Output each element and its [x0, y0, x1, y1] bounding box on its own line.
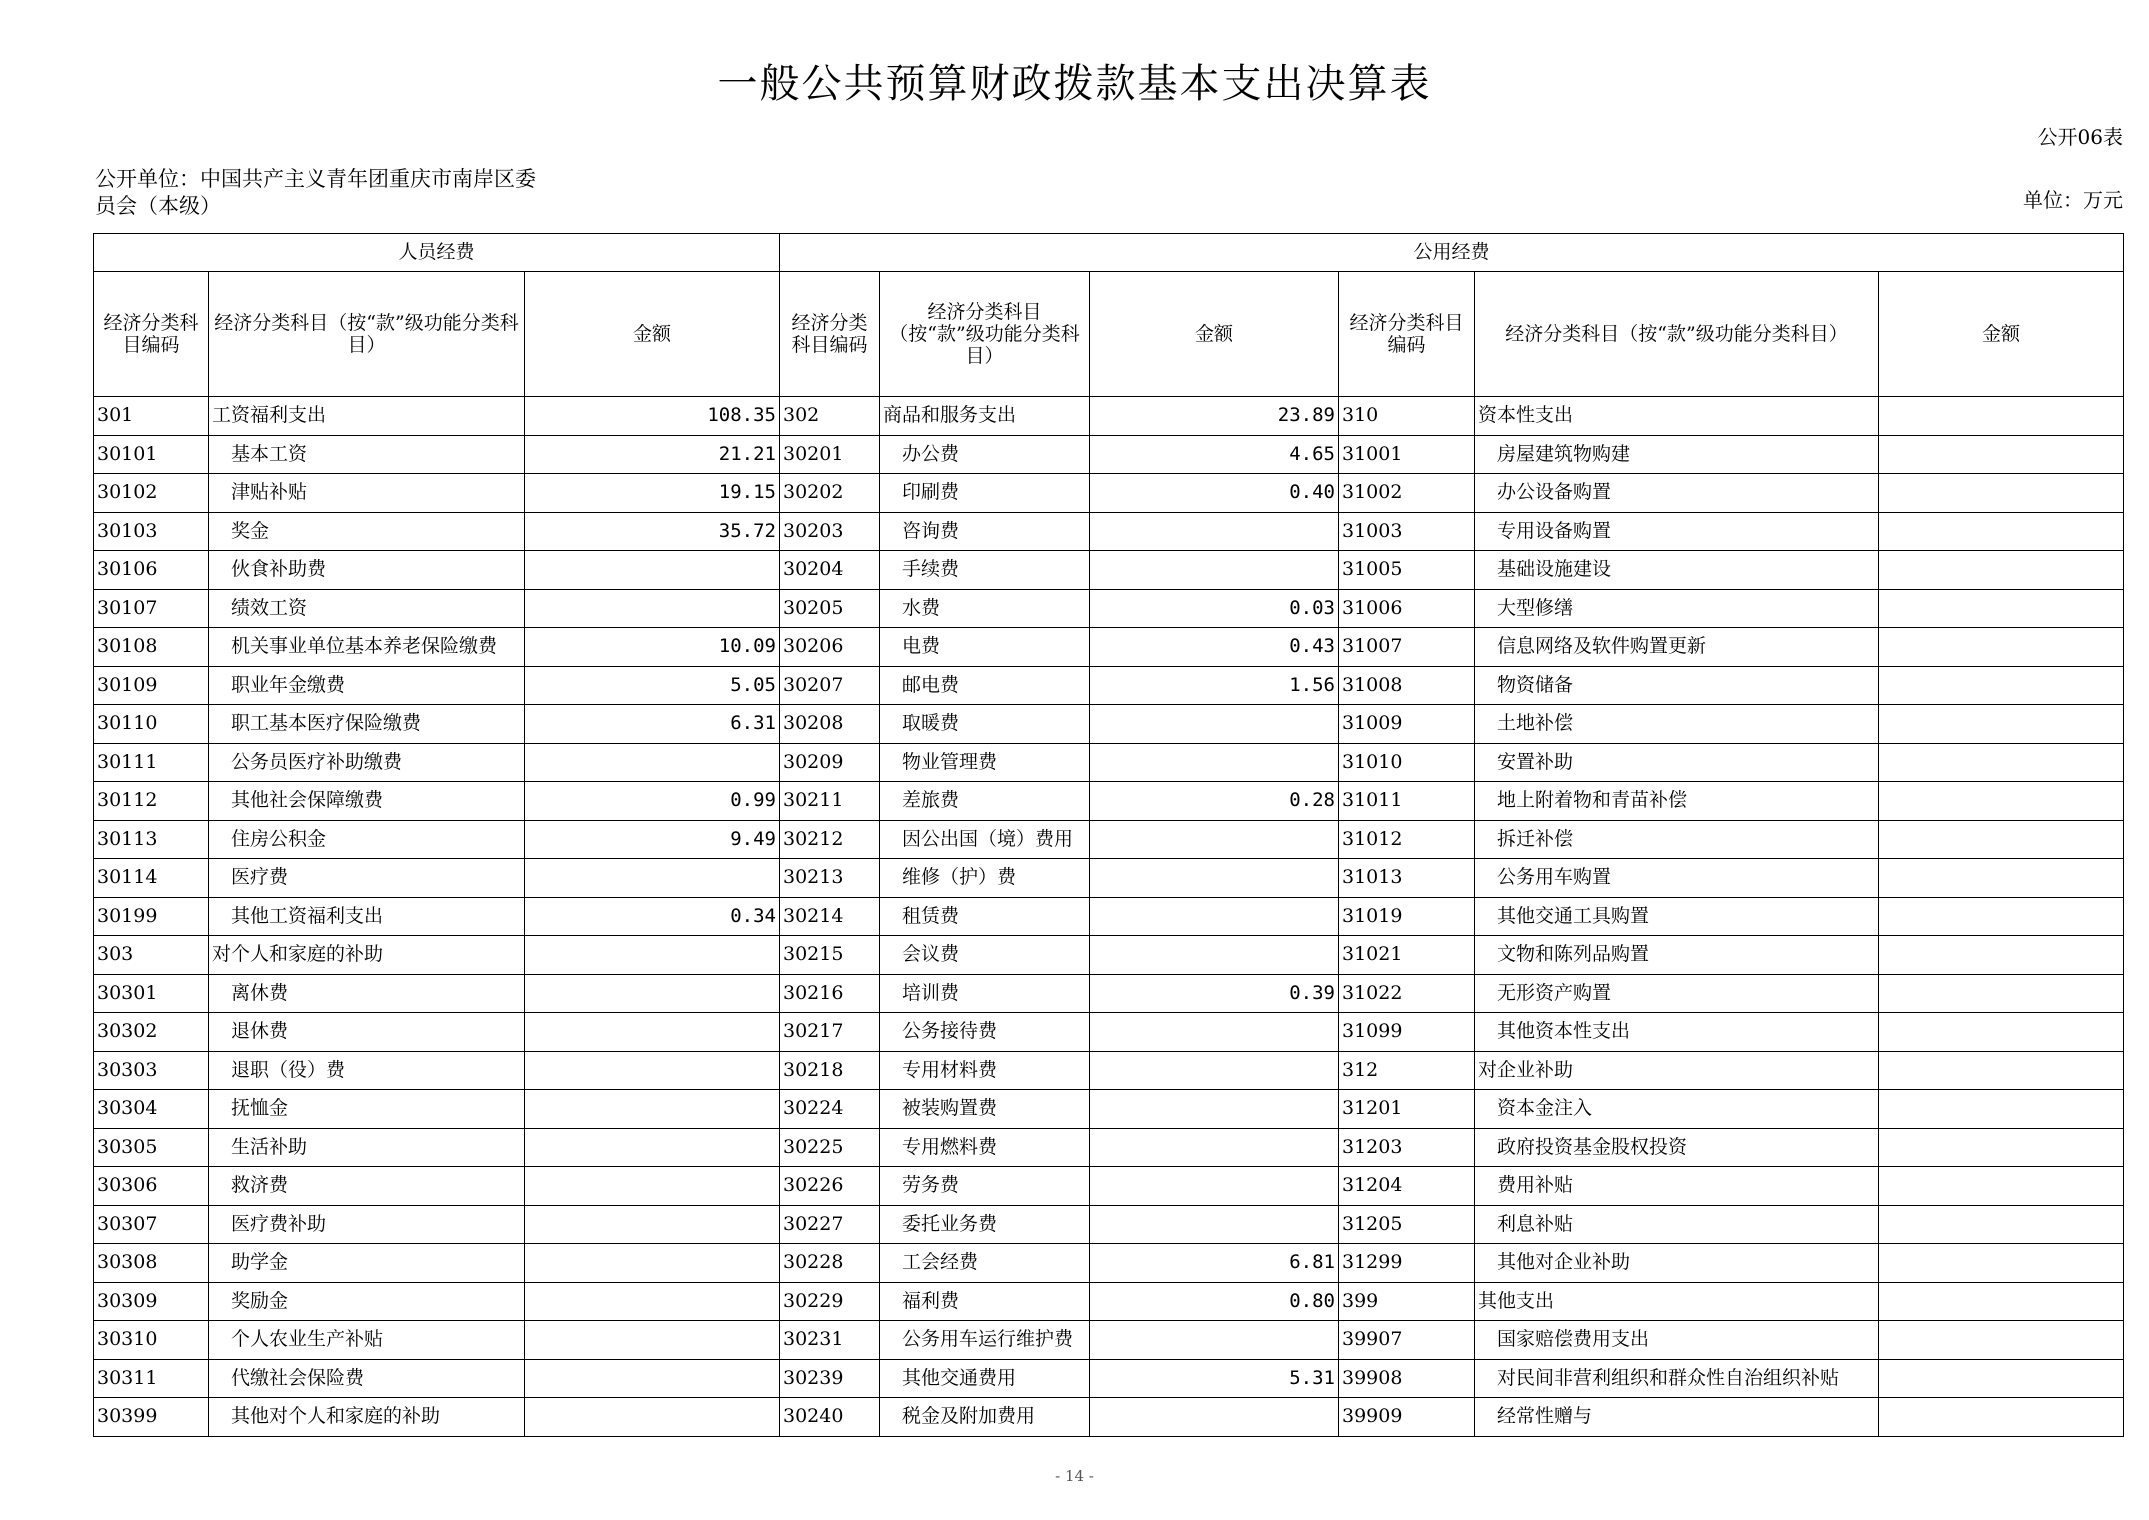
name-cell: 办公设备购置 [1475, 474, 1879, 513]
table-row [94, 589, 2124, 628]
code-cell: 30217 [780, 1013, 880, 1052]
name-cell: 其他支出 [1475, 1282, 1879, 1321]
amount-cell [1090, 1090, 1339, 1129]
name-cell: 津贴补贴 [209, 474, 525, 513]
name-cell: 税金及附加费用 [880, 1398, 1090, 1437]
name-cell: 奖励金 [209, 1282, 525, 1321]
amount-cell [525, 1359, 780, 1398]
code-cell: 31011 [1339, 782, 1475, 821]
table-row [94, 820, 2124, 859]
amount-cell [525, 589, 780, 628]
name-cell: 福利费 [880, 1282, 1090, 1321]
table-row [94, 666, 2124, 705]
amount-cell [525, 1244, 780, 1283]
name-cell: 拆迁补偿 [1475, 820, 1879, 859]
amount-cell: 0.34 [525, 897, 780, 936]
amount-cell: 10.09 [525, 628, 780, 667]
amount-cell [525, 743, 780, 782]
column-header-row [94, 272, 2124, 397]
code-cell: 30214 [780, 897, 880, 936]
code-cell: 30111 [94, 743, 209, 782]
amount-cell: 0.39 [1090, 974, 1339, 1013]
code-cell: 30228 [780, 1244, 880, 1283]
name-cell: 其他对企业补助 [1475, 1244, 1879, 1283]
name-cell: 其他工资福利支出 [209, 897, 525, 936]
amount-cell [1879, 1282, 2124, 1321]
table-row [94, 1051, 2124, 1090]
header-amount-3: 金额 [1879, 272, 2124, 397]
name-cell: 会议费 [880, 936, 1090, 975]
amount-cell [1879, 1128, 2124, 1167]
code-cell: 30215 [780, 936, 880, 975]
amount-cell [525, 1282, 780, 1321]
code-cell: 30112 [94, 782, 209, 821]
name-cell: 其他交通工具购置 [1475, 897, 1879, 936]
name-cell: 退休费 [209, 1013, 525, 1052]
amount-cell [1879, 474, 2124, 513]
name-cell: 公务接待费 [880, 1013, 1090, 1052]
code-cell: 302 [780, 397, 880, 436]
code-cell: 31001 [1339, 435, 1475, 474]
amount-cell [1879, 1013, 2124, 1052]
amount-cell [1879, 397, 2124, 436]
name-cell: 邮电费 [880, 666, 1090, 705]
amount-cell [525, 859, 780, 898]
code-cell: 31005 [1339, 551, 1475, 590]
code-cell: 303 [94, 936, 209, 975]
name-cell: 基本工资 [209, 435, 525, 474]
amount-cell [1090, 1013, 1339, 1052]
code-cell: 30211 [780, 782, 880, 821]
table-row [94, 551, 2124, 590]
name-cell: 咨询费 [880, 512, 1090, 551]
code-cell: 30216 [780, 974, 880, 1013]
name-cell: 大型修缮 [1475, 589, 1879, 628]
table-row [94, 397, 2124, 436]
group-personnel: 人员经费 [94, 234, 780, 272]
code-cell: 30303 [94, 1051, 209, 1090]
name-cell: 其他资本性支出 [1475, 1013, 1879, 1052]
code-cell: 31002 [1339, 474, 1475, 513]
code-cell: 30224 [780, 1090, 880, 1129]
table-row [94, 743, 2124, 782]
code-cell: 31205 [1339, 1205, 1475, 1244]
amount-cell [1090, 1051, 1339, 1090]
amount-cell [1879, 1167, 2124, 1206]
table-row [94, 474, 2124, 513]
table-row [94, 1090, 2124, 1129]
amount-cell: 21.21 [525, 435, 780, 474]
name-cell: 公务用车运行维护费 [880, 1321, 1090, 1360]
amount-cell [1879, 589, 2124, 628]
name-cell: 救济费 [209, 1167, 525, 1206]
name-cell: 国家赔偿费用支出 [1475, 1321, 1879, 1360]
name-cell: 专用燃料费 [880, 1128, 1090, 1167]
code-cell: 30218 [780, 1051, 880, 1090]
code-cell: 30311 [94, 1359, 209, 1398]
amount-cell [1090, 1398, 1339, 1437]
amount-cell [525, 1321, 780, 1360]
name-cell: 奖金 [209, 512, 525, 551]
name-cell: 租赁费 [880, 897, 1090, 936]
code-cell: 31003 [1339, 512, 1475, 551]
amount-cell [525, 1128, 780, 1167]
code-cell: 30202 [780, 474, 880, 513]
code-cell: 31201 [1339, 1090, 1475, 1129]
name-cell: 生活补助 [209, 1128, 525, 1167]
amount-cell: 0.99 [525, 782, 780, 821]
name-cell: 经常性赠与 [1475, 1398, 1879, 1437]
amount-cell: 0.28 [1090, 782, 1339, 821]
amount-cell: 35.72 [525, 512, 780, 551]
code-cell: 30309 [94, 1282, 209, 1321]
name-cell: 房屋建筑物购建 [1475, 435, 1879, 474]
amount-cell [1879, 936, 2124, 975]
name-cell: 培训费 [880, 974, 1090, 1013]
header-name-1: 经济分类科目（按“款”级功能分类科目） [209, 272, 525, 397]
name-cell: 职工基本医疗保险缴费 [209, 705, 525, 744]
code-cell: 30109 [94, 666, 209, 705]
name-cell: 电费 [880, 628, 1090, 667]
code-cell: 30209 [780, 743, 880, 782]
code-cell: 30208 [780, 705, 880, 744]
name-cell: 地上附着物和青苗补偿 [1475, 782, 1879, 821]
amount-cell [1879, 820, 2124, 859]
amount-cell [1090, 705, 1339, 744]
table-row [94, 1282, 2124, 1321]
code-cell: 30106 [94, 551, 209, 590]
amount-cell [1879, 743, 2124, 782]
amount-cell: 0.03 [1090, 589, 1339, 628]
name-cell: 安置补助 [1475, 743, 1879, 782]
amount-cell [1879, 1205, 2124, 1244]
name-cell: 资本金注入 [1475, 1090, 1879, 1129]
code-cell: 30308 [94, 1244, 209, 1283]
code-cell: 31007 [1339, 628, 1475, 667]
amount-cell [1879, 1090, 2124, 1129]
amount-cell [1879, 1359, 2124, 1398]
code-cell: 31019 [1339, 897, 1475, 936]
amount-cell: 19.15 [525, 474, 780, 513]
table-row [94, 1244, 2124, 1283]
name-cell: 基础设施建设 [1475, 551, 1879, 590]
code-cell: 30225 [780, 1128, 880, 1167]
name-cell: 职业年金缴费 [209, 666, 525, 705]
code-cell: 30204 [780, 551, 880, 590]
code-cell: 30302 [94, 1013, 209, 1052]
code-cell: 30229 [780, 1282, 880, 1321]
table-row [94, 628, 2124, 667]
currency-unit: 单位：万元 [2023, 188, 2123, 212]
header-name-3: 经济分类科目（按“款”级功能分类科目） [1475, 272, 1879, 397]
code-cell: 31299 [1339, 1244, 1475, 1283]
code-cell: 30240 [780, 1398, 880, 1437]
code-cell: 30304 [94, 1090, 209, 1129]
name-cell: 对企业补助 [1475, 1051, 1879, 1090]
name-cell: 工资福利支出 [209, 397, 525, 436]
name-cell: 代缴社会保险费 [209, 1359, 525, 1398]
code-cell: 30301 [94, 974, 209, 1013]
amount-cell [525, 1167, 780, 1206]
amount-cell [1879, 859, 2124, 898]
amount-cell [1090, 1128, 1339, 1167]
code-cell: 30114 [94, 859, 209, 898]
table-body [94, 397, 2124, 1437]
name-cell: 手续费 [880, 551, 1090, 590]
code-cell: 31021 [1339, 936, 1475, 975]
table-number: 公开06表 [2037, 125, 2123, 149]
code-cell: 30305 [94, 1128, 209, 1167]
header-amount-2: 金额 [1090, 272, 1339, 397]
code-cell: 30110 [94, 705, 209, 744]
code-cell: 31006 [1339, 589, 1475, 628]
amount-cell [1090, 551, 1339, 590]
amount-cell [1879, 782, 2124, 821]
amount-cell [525, 1013, 780, 1052]
name-cell: 对个人和家庭的补助 [209, 936, 525, 975]
amount-cell [1090, 859, 1339, 898]
header-amount-1: 金额 [525, 272, 780, 397]
amount-cell [1090, 1205, 1339, 1244]
code-cell: 30306 [94, 1167, 209, 1206]
amount-cell: 1.56 [1090, 666, 1339, 705]
code-cell: 30227 [780, 1205, 880, 1244]
name-cell: 住房公积金 [209, 820, 525, 859]
code-cell: 301 [94, 397, 209, 436]
amount-cell [1879, 1244, 2124, 1283]
amount-cell [525, 1398, 780, 1437]
amount-cell: 0.40 [1090, 474, 1339, 513]
header-name-2: 经济分类科目（按“款”级功能分类科目） [880, 272, 1090, 397]
code-cell: 39909 [1339, 1398, 1475, 1437]
amount-cell [1879, 1321, 2124, 1360]
table-row [94, 1321, 2124, 1360]
code-cell: 31010 [1339, 743, 1475, 782]
name-cell: 公务员医疗补助缴费 [209, 743, 525, 782]
table-row [94, 705, 2124, 744]
name-cell: 费用补贴 [1475, 1167, 1879, 1206]
name-cell: 劳务费 [880, 1167, 1090, 1206]
code-cell: 31008 [1339, 666, 1475, 705]
name-cell: 绩效工资 [209, 589, 525, 628]
name-cell: 公务用车购置 [1475, 859, 1879, 898]
table-row [94, 782, 2124, 821]
table-row [94, 1013, 2124, 1052]
table-row [94, 974, 2124, 1013]
name-cell: 利息补贴 [1475, 1205, 1879, 1244]
code-cell: 31013 [1339, 859, 1475, 898]
name-cell: 被装购置费 [880, 1090, 1090, 1129]
table-row [94, 859, 2124, 898]
page-title: 一般公共预算财政拨款基本支出决算表 [717, 61, 1432, 107]
name-cell: 个人农业生产补贴 [209, 1321, 525, 1360]
amount-cell: 5.31 [1090, 1359, 1339, 1398]
code-cell: 30231 [780, 1321, 880, 1360]
code-cell: 30108 [94, 628, 209, 667]
code-cell: 312 [1339, 1051, 1475, 1090]
page-number: - 14 - [1055, 1467, 1094, 1485]
name-cell: 其他交通费用 [880, 1359, 1090, 1398]
name-cell: 文物和陈列品购置 [1475, 936, 1879, 975]
code-cell: 31012 [1339, 820, 1475, 859]
amount-cell [1090, 512, 1339, 551]
code-cell: 30399 [94, 1398, 209, 1437]
code-cell: 30207 [780, 666, 880, 705]
amount-cell [525, 1051, 780, 1090]
name-cell: 印刷费 [880, 474, 1090, 513]
code-cell: 30310 [94, 1321, 209, 1360]
amount-cell: 4.65 [1090, 435, 1339, 474]
name-cell: 对民间非营利组织和群众性自治组织补贴 [1475, 1359, 1879, 1398]
amount-cell [1090, 897, 1339, 936]
code-cell: 39907 [1339, 1321, 1475, 1360]
name-cell: 土地补偿 [1475, 705, 1879, 744]
group-header-row [94, 234, 2124, 272]
amount-cell [525, 974, 780, 1013]
amount-cell: 9.49 [525, 820, 780, 859]
name-cell: 其他社会保障缴费 [209, 782, 525, 821]
header-code-3: 经济分类科目编码 [1339, 272, 1475, 397]
code-cell: 30226 [780, 1167, 880, 1206]
name-cell: 差旅费 [880, 782, 1090, 821]
amount-cell [525, 1205, 780, 1244]
code-cell: 310 [1339, 397, 1475, 436]
code-cell: 30101 [94, 435, 209, 474]
name-cell: 资本性支出 [1475, 397, 1879, 436]
name-cell: 抚恤金 [209, 1090, 525, 1129]
amount-cell [1879, 666, 2124, 705]
name-cell: 水费 [880, 589, 1090, 628]
code-cell: 31009 [1339, 705, 1475, 744]
code-cell: 399 [1339, 1282, 1475, 1321]
code-cell: 30206 [780, 628, 880, 667]
name-cell: 委托业务费 [880, 1205, 1090, 1244]
amount-cell [1879, 705, 2124, 744]
code-cell: 31022 [1339, 974, 1475, 1013]
group-public: 公用经费 [780, 234, 2124, 272]
name-cell: 物业管理费 [880, 743, 1090, 782]
name-cell: 伙食补助费 [209, 551, 525, 590]
reporting-unit: 公开单位：中国共产主义青年团重庆市南岸区委员会（本级） [95, 167, 536, 218]
expenditure-table [93, 233, 2124, 1437]
amount-cell [1090, 1167, 1339, 1206]
table-row [94, 1205, 2124, 1244]
amount-cell [1879, 512, 2124, 551]
name-cell: 取暖费 [880, 705, 1090, 744]
amount-cell [1879, 551, 2124, 590]
table-row [94, 936, 2124, 975]
amount-cell [1879, 1398, 2124, 1437]
name-cell: 机关事业单位基本养老保险缴费 [209, 628, 525, 667]
code-cell: 30102 [94, 474, 209, 513]
header-code-2: 经济分类科目编码 [780, 272, 880, 397]
amount-cell: 23.89 [1090, 397, 1339, 436]
name-cell: 离休费 [209, 974, 525, 1013]
name-cell: 办公费 [880, 435, 1090, 474]
amount-cell [1879, 1051, 2124, 1090]
name-cell: 退职（役）费 [209, 1051, 525, 1090]
amount-cell [1090, 1321, 1339, 1360]
amount-cell [525, 1090, 780, 1129]
table-row [94, 1167, 2124, 1206]
amount-cell [1090, 820, 1339, 859]
amount-cell: 6.31 [525, 705, 780, 744]
code-cell: 31204 [1339, 1167, 1475, 1206]
name-cell: 工会经费 [880, 1244, 1090, 1283]
name-cell: 商品和服务支出 [880, 397, 1090, 436]
amount-cell [1879, 974, 2124, 1013]
name-cell: 医疗费补助 [209, 1205, 525, 1244]
code-cell: 30239 [780, 1359, 880, 1398]
name-cell: 专用材料费 [880, 1051, 1090, 1090]
amount-cell: 0.43 [1090, 628, 1339, 667]
name-cell: 助学金 [209, 1244, 525, 1283]
amount-cell [1879, 628, 2124, 667]
table-row [94, 1359, 2124, 1398]
name-cell: 政府投资基金股权投资 [1475, 1128, 1879, 1167]
code-cell: 39908 [1339, 1359, 1475, 1398]
code-cell: 30201 [780, 435, 880, 474]
amount-cell [525, 551, 780, 590]
code-cell: 30103 [94, 512, 209, 551]
amount-cell: 108.35 [525, 397, 780, 436]
code-cell: 30307 [94, 1205, 209, 1244]
amount-cell: 5.05 [525, 666, 780, 705]
table-row [94, 1398, 2124, 1437]
code-cell: 30205 [780, 589, 880, 628]
name-cell: 因公出国（境）费用 [880, 820, 1090, 859]
amount-cell [1090, 936, 1339, 975]
name-cell: 医疗费 [209, 859, 525, 898]
amount-cell [1879, 897, 2124, 936]
code-cell: 30199 [94, 897, 209, 936]
code-cell: 30213 [780, 859, 880, 898]
name-cell: 维修（护）费 [880, 859, 1090, 898]
name-cell: 其他对个人和家庭的补助 [209, 1398, 525, 1437]
table-row [94, 512, 2124, 551]
name-cell: 专用设备购置 [1475, 512, 1879, 551]
amount-cell: 0.80 [1090, 1282, 1339, 1321]
code-cell: 30212 [780, 820, 880, 859]
amount-cell [525, 936, 780, 975]
code-cell: 30203 [780, 512, 880, 551]
amount-cell [1879, 435, 2124, 474]
code-cell: 30113 [94, 820, 209, 859]
code-cell: 30107 [94, 589, 209, 628]
code-cell: 31099 [1339, 1013, 1475, 1052]
table-row [94, 1128, 2124, 1167]
table-row [94, 897, 2124, 936]
name-cell: 物资储备 [1475, 666, 1879, 705]
name-cell: 信息网络及软件购置更新 [1475, 628, 1879, 667]
table-row [94, 435, 2124, 474]
header-code-1: 经济分类科目编码 [94, 272, 209, 397]
amount-cell [1090, 743, 1339, 782]
code-cell: 31203 [1339, 1128, 1475, 1167]
amount-cell: 6.81 [1090, 1244, 1339, 1283]
name-cell: 无形资产购置 [1475, 974, 1879, 1013]
